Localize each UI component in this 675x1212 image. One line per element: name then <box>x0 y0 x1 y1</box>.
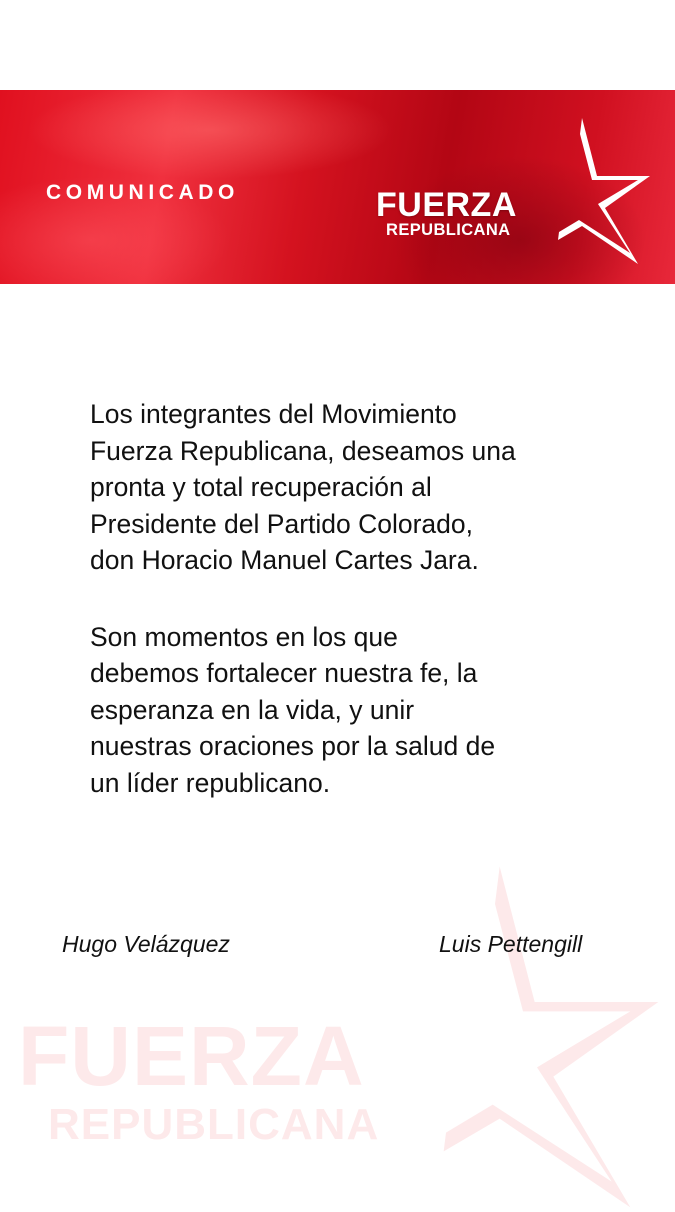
text-line: Son momentos en los que <box>90 621 398 652</box>
watermark-subtitle: REPUBLICANA <box>48 1100 380 1149</box>
watermark-wordmark: FUERZA <box>18 1009 365 1103</box>
paragraph-1 <box>90 396 610 579</box>
text-line: nuestras oraciones por la salud de <box>90 731 496 761</box>
text-line: debemos fortalecer nuestra fe, la <box>90 658 478 688</box>
header-banner <box>0 90 675 284</box>
text-line: un líder republicano. <box>90 767 331 798</box>
logo-wordmark: FUERZA <box>376 186 517 224</box>
page-title: COMUNICADO <box>46 181 239 204</box>
logo-subtitle: REPUBLICANA <box>386 221 511 239</box>
statement-body <box>90 396 610 801</box>
text-line: pronta y total recuperación al <box>90 472 432 502</box>
paragraph-2 <box>90 619 610 802</box>
signature-right: Luis Pettengill <box>439 931 583 957</box>
signature-left: Hugo Velázquez <box>62 931 230 957</box>
text-line: don Horacio Manuel Cartes Jara. <box>90 545 479 575</box>
text-line: Los integrantes del Movimiento <box>90 399 457 429</box>
text-line: Presidente del Partido Colorado, <box>90 508 474 539</box>
text-line: Fuerza Republicana, deseamos una <box>90 435 516 466</box>
text-line: esperanza en la vida, y unir <box>90 694 415 725</box>
